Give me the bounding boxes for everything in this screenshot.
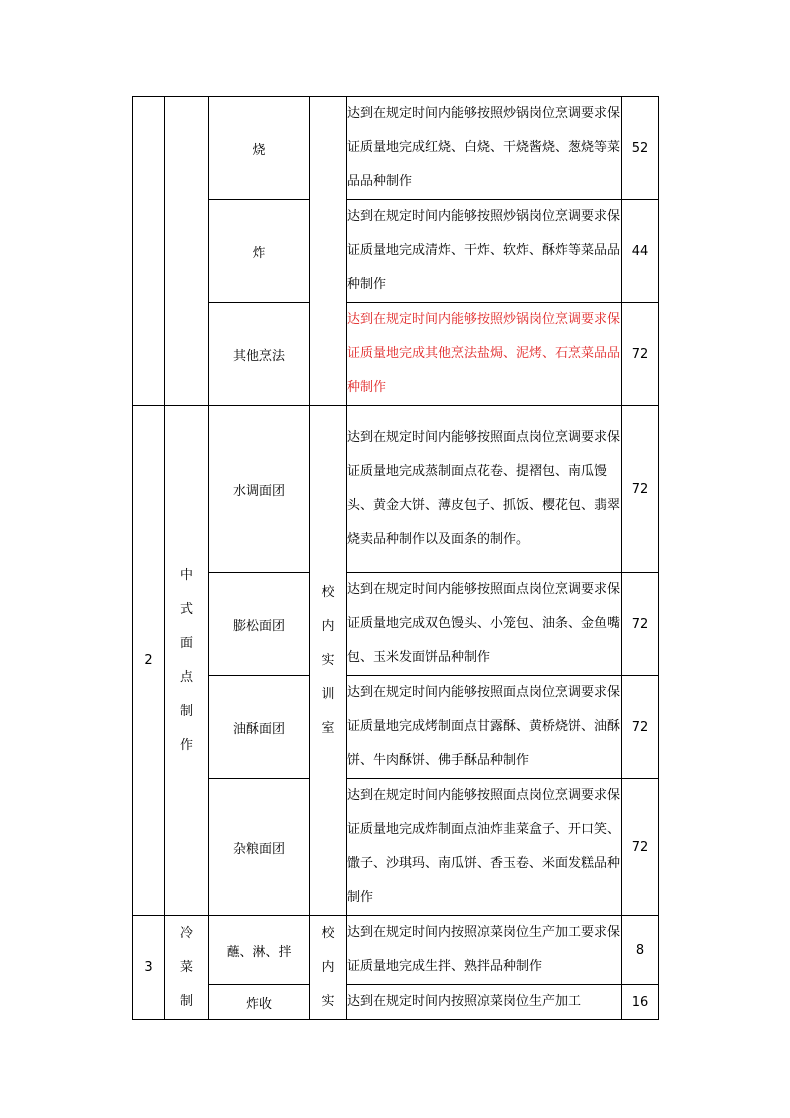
table-row xyxy=(133,573,659,676)
subtopic-cell: 杂粮面团 xyxy=(209,779,310,916)
description-cell: 达到在规定时间内能够按照面点岗位烹调要求保证质量地完成烤制面点甘露酥、黄桥烧饼、油酥饼、牛肉酥饼、佛手酥品种制作 xyxy=(347,676,622,779)
hours-cell: 72 xyxy=(622,303,659,406)
subtopic-cell: 炸 xyxy=(209,200,310,303)
place-cell xyxy=(310,916,347,1020)
place-name: 校内实 xyxy=(321,925,335,1009)
description-cell-highlighted: 达到在规定时间内能够按照炒锅岗位烹调要求保证质量地完成其他烹法盐焗、泥烤、石烹菜品品种制作 xyxy=(347,303,622,406)
course-table xyxy=(132,96,659,1020)
module-cell xyxy=(165,406,209,916)
module-cell xyxy=(165,916,209,1020)
description-cell: 达到在规定时间内按照凉菜岗位生产加工要求保证质量地完成生拌、熟拌品种制作 xyxy=(347,916,622,985)
hours-cell: 16 xyxy=(622,985,659,1020)
module-name: 中式面点制作 xyxy=(179,567,193,753)
place-name: 校内实训室 xyxy=(321,584,335,736)
subtopic-cell: 水调面团 xyxy=(209,406,310,573)
subtopic-cell: 膨松面团 xyxy=(209,573,310,676)
subtopic-cell: 烧 xyxy=(209,97,310,200)
place-cell xyxy=(310,97,347,406)
subtopic-cell: 油酥面团 xyxy=(209,676,310,779)
table-row xyxy=(133,916,659,985)
description-cell: 达到在规定时间内能够按照面点岗位烹调要求保证质量地完成炸制面点油炸韭菜盒子、开口笑、馓子、沙琪玛、南瓜饼、香玉卷、米面发糕品种制作 xyxy=(347,779,622,916)
hours-cell: 72 xyxy=(622,573,659,676)
description-cell: 达到在规定时间内能够按照面点岗位烹调要求保证质量地完成蒸制面点花卷、提褶包、南瓜馒头、黄金大饼、薄皮包子、抓饭、樱花包、翡翠烧卖品种制作以及面条的制作。 xyxy=(347,406,622,573)
hours-cell: 44 xyxy=(622,200,659,303)
subtopic-cell: 蘸、淋、拌 xyxy=(209,916,310,985)
description-cell: 达到在规定时间内能够按照炒锅岗位烹调要求保证质量地完成清炸、干炸、软炸、酥炸等菜品品种制作 xyxy=(347,200,622,303)
hours-cell: 72 xyxy=(622,676,659,779)
number-cell: 2 xyxy=(133,406,165,916)
description-cell: 达到在规定时间内按照凉菜岗位生产加工 xyxy=(347,985,622,1020)
number-cell xyxy=(133,97,165,406)
table-row xyxy=(133,406,659,573)
table-row xyxy=(133,303,659,406)
hours-cell: 8 xyxy=(622,916,659,985)
place-cell xyxy=(310,406,347,916)
number-cell: 3 xyxy=(133,916,165,1020)
subtopic-cell: 炸收 xyxy=(209,985,310,1020)
description-cell: 达到在规定时间内能够按照炒锅岗位烹调要求保证质量地完成红烧、白烧、干烧酱烧、葱烧等菜品品种制作 xyxy=(347,97,622,200)
table-row xyxy=(133,200,659,303)
subtopic-cell: 其他烹法 xyxy=(209,303,310,406)
table-row xyxy=(133,985,659,1020)
table-row xyxy=(133,779,659,916)
module-name: 冷菜制 xyxy=(179,925,193,1009)
hours-cell: 52 xyxy=(622,97,659,200)
description-cell: 达到在规定时间内能够按照面点岗位烹调要求保证质量地完成双色馒头、小笼包、油条、金鱼嘴包、玉米发面饼品种制作 xyxy=(347,573,622,676)
module-cell xyxy=(165,97,209,406)
table-row xyxy=(133,97,659,200)
hours-cell: 72 xyxy=(622,779,659,916)
table-row xyxy=(133,676,659,779)
hours-cell: 72 xyxy=(622,406,659,573)
